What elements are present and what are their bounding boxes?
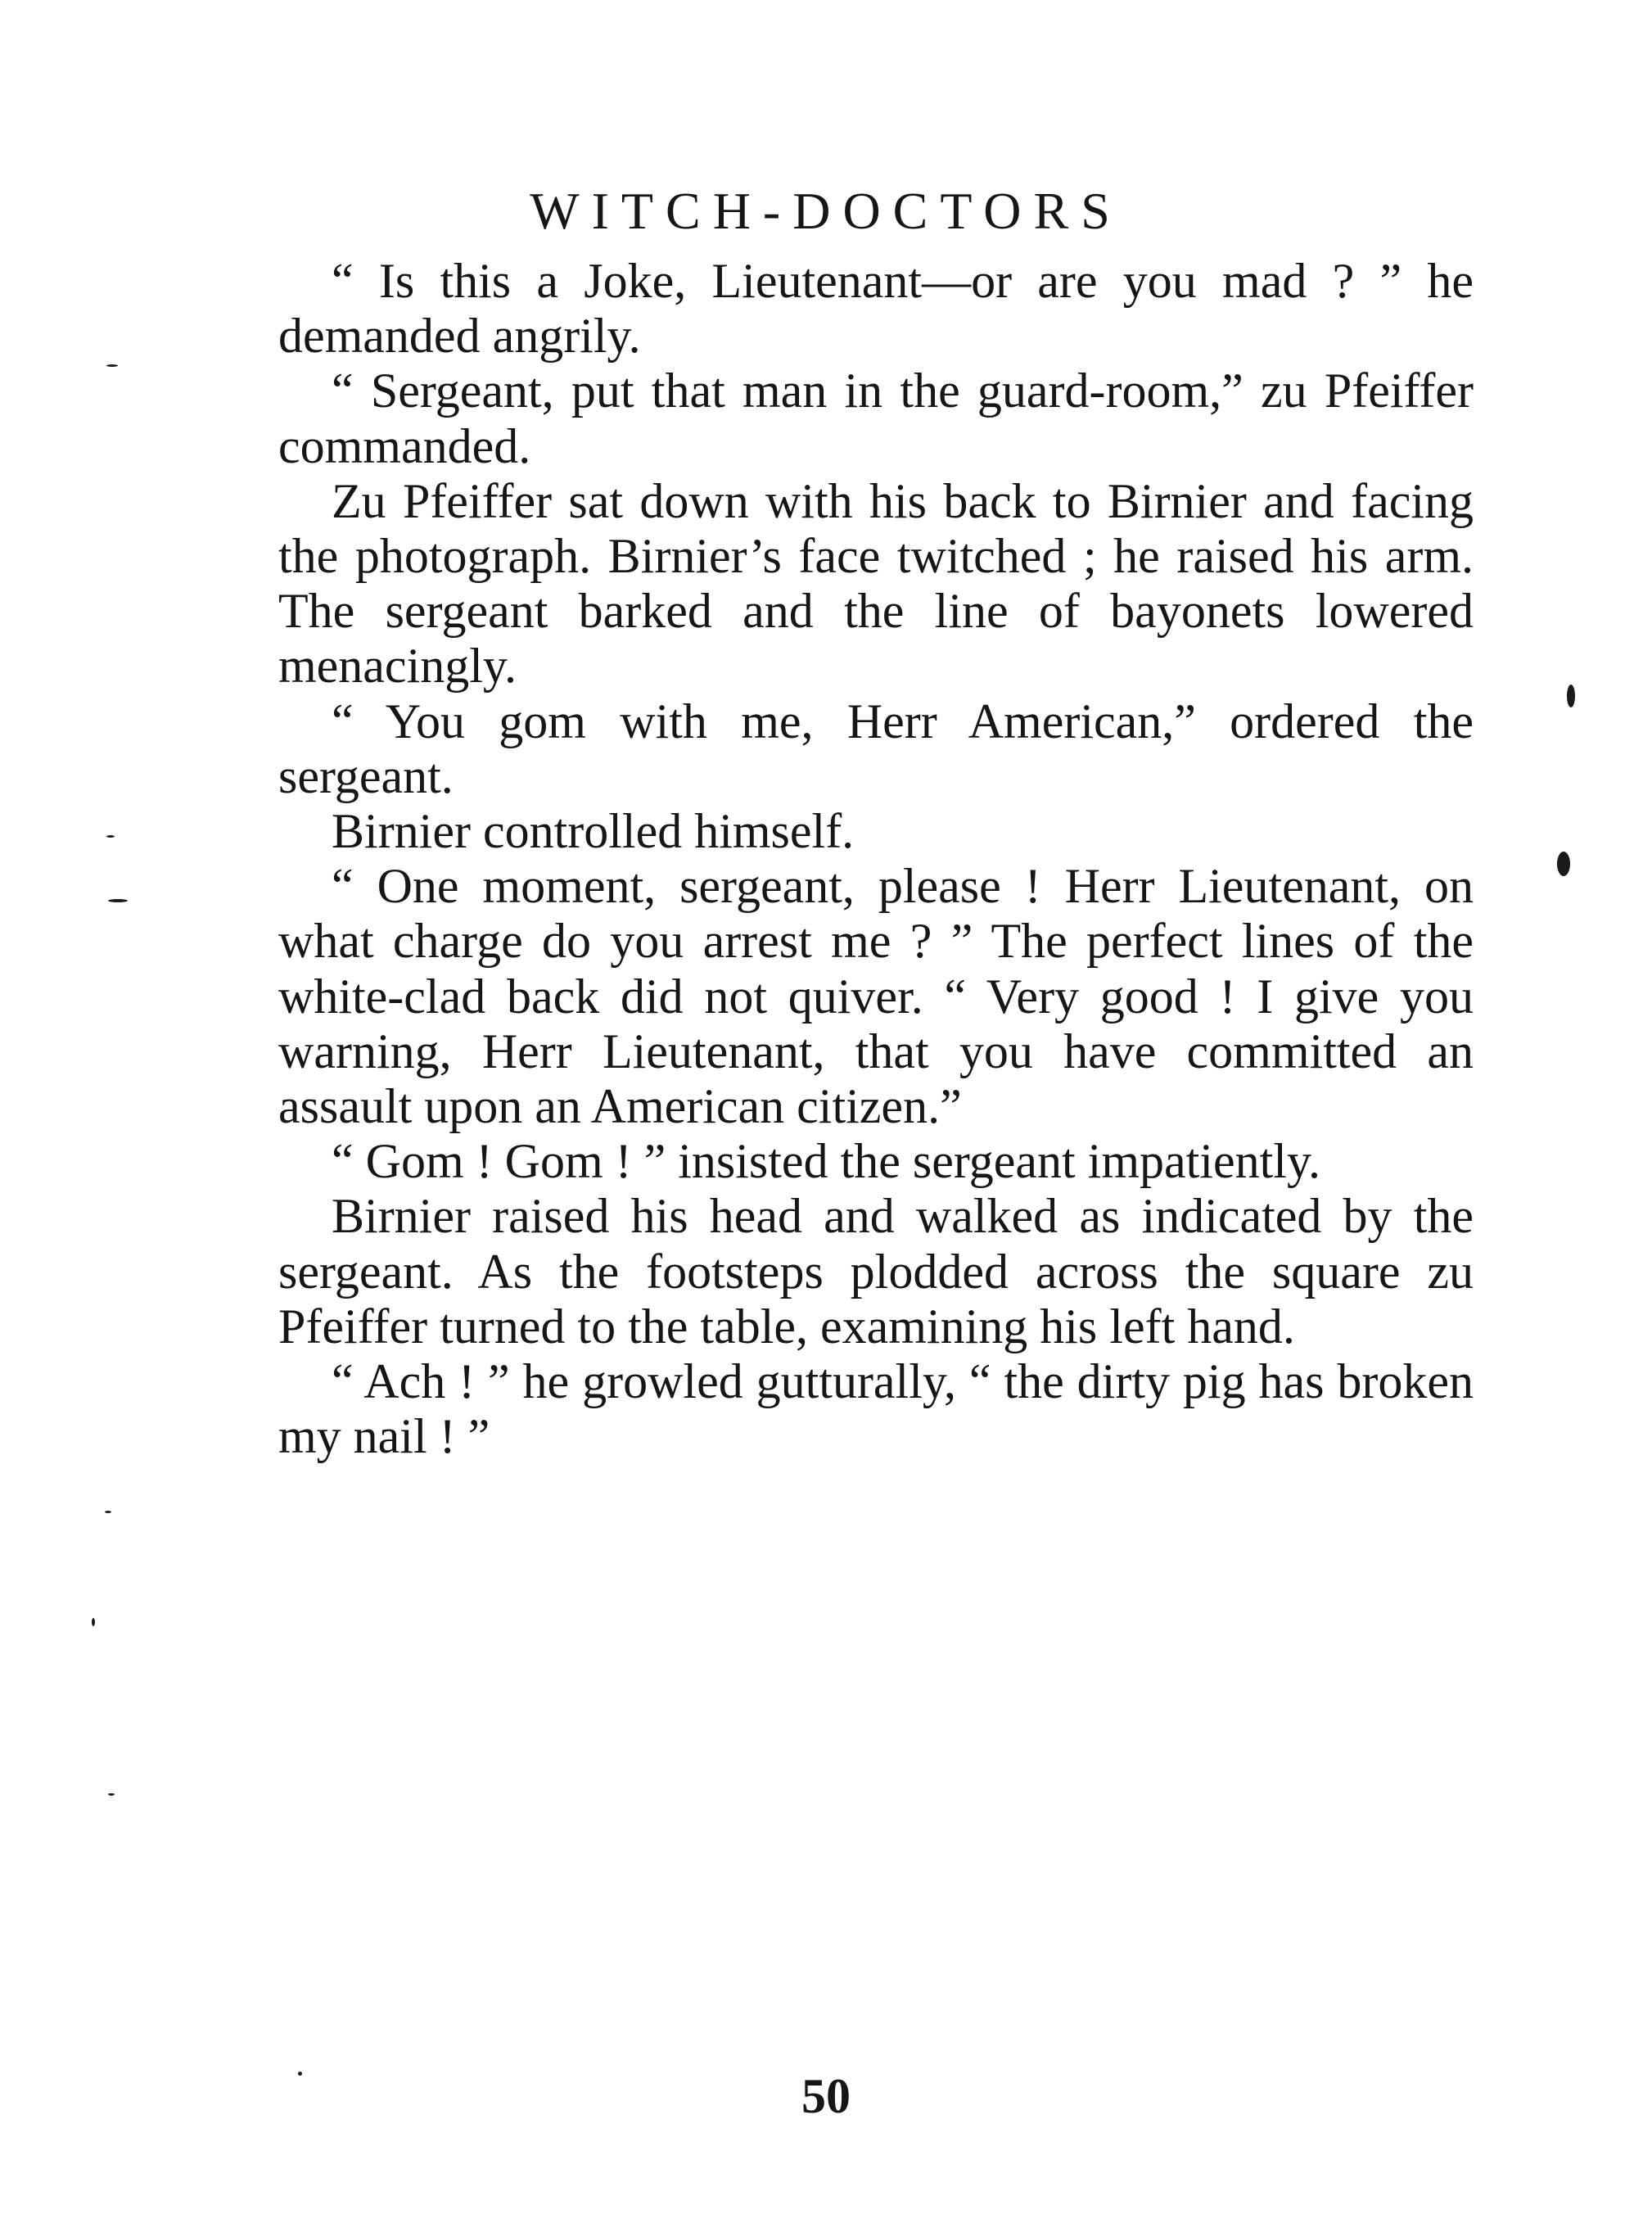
paragraph: “ Sergeant, put that man in the guard-room,” zu Pfeiffer commanded. [278, 364, 1474, 473]
running-head: WITCH-DOCTORS [530, 182, 1122, 240]
paragraph: “ One moment, sergeant, please ! Herr Lieutenant, on what charge do you arrest me ? ” The perfect lines of the white-clad back did not quiver. “ Very good ! I give you warning, Herr Lieutenant, that you have committed an assault upon an American citizen.” [278, 859, 1474, 1134]
margin-speck [108, 1793, 115, 1796]
margin-speck [1567, 685, 1575, 707]
paragraph: “ You gom with me, Herr American,” ordered the sergeant. [278, 694, 1474, 803]
page-number: 50 [801, 2069, 851, 2123]
paragraph: Birnier controlled himself. [332, 804, 855, 859]
body-text [278, 254, 1474, 1464]
paragraph: Zu Pfeiffer sat down with his back to Birnier and facing the photograph. Birnier’s face twitched ; he raised his arm. The sergeant barked and the line of bayonets lowered menacingly. [278, 473, 1474, 694]
margin-speck [298, 2072, 302, 2076]
paragraph: Birnier raised his head and walked as indicated by the sergeant. As the footsteps plodded across the square zu Pfeiffer turned to the table, examining his left hand. [278, 1189, 1474, 1354]
margin-speck [106, 835, 115, 838]
margin-speck [1557, 852, 1570, 876]
margin-speck [92, 1618, 95, 1626]
margin-speck [108, 899, 128, 902]
paragraph: “ Is this a Joke, Lieutenant—or are you mad ? ” he demanded angrily. [278, 254, 1474, 364]
margin-speck [105, 1511, 111, 1513]
margin-speck [106, 364, 118, 367]
paragraph: “ Ach ! ” he growled gutturally, “ the dirty pig has broken my nail ! ” [278, 1354, 1474, 1464]
paragraph: “ Gom ! Gom ! ” insisted the sergeant impatiently. [332, 1134, 1321, 1189]
